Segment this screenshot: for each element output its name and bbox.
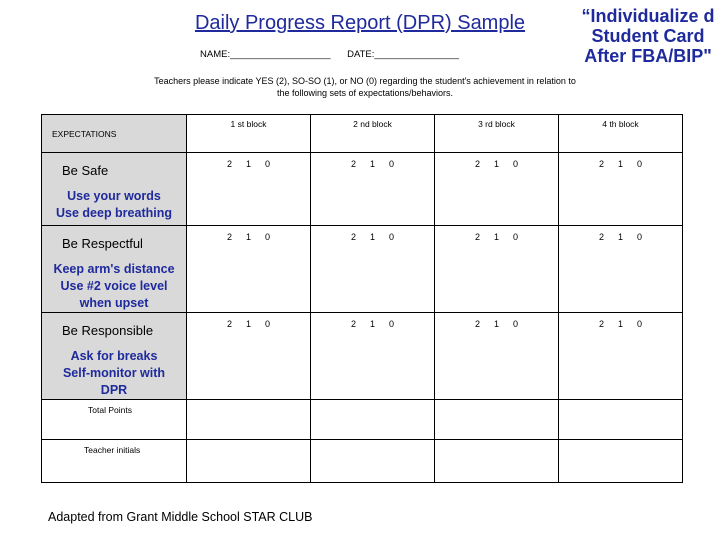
name-field-label: NAME:___________________	[200, 49, 331, 60]
score-cell[interactable]	[187, 313, 311, 400]
score-option[interactable]: 2	[226, 319, 232, 329]
score-cell[interactable]	[311, 226, 435, 313]
subtext-line: Use #2 voice level	[60, 279, 168, 293]
total-points-cell[interactable]	[559, 400, 683, 440]
score-option[interactable]: 1	[617, 232, 623, 242]
score-cell[interactable]	[187, 153, 311, 226]
instructions: Teachers please indicate YES (2), SO-SO (1), or NO (0) regarding the student's achievement in relation to the following sets of expectations/behaviors.	[154, 76, 576, 98]
block-label: 3 rd block	[478, 119, 515, 129]
score-option[interactable]: 1	[493, 319, 499, 329]
page-title: Daily Progress Report (DPR) Sample	[194, 12, 526, 34]
block-label: 4 th block	[602, 119, 639, 129]
score-cell[interactable]	[311, 313, 435, 400]
subtext-line: Ask for breaks	[70, 349, 158, 363]
score-option[interactable]: 1	[369, 232, 375, 242]
dpr-table	[41, 114, 683, 483]
score-option[interactable]: 2	[598, 159, 604, 169]
score-option[interactable]: 0	[637, 319, 643, 329]
subtext-line: when upset	[79, 296, 149, 310]
score-option[interactable]: 2	[350, 232, 356, 242]
score-option[interactable]: 1	[245, 159, 251, 169]
block-header-1	[187, 115, 311, 153]
total-points-row	[42, 400, 683, 440]
expectation-cell	[42, 226, 187, 313]
score-option[interactable]: 0	[389, 159, 395, 169]
total-points-label-cell	[42, 400, 187, 440]
score-option[interactable]: 0	[513, 319, 519, 329]
expectation-cell	[42, 153, 187, 226]
expectation-title: Be Responsible	[62, 323, 154, 338]
header-row	[42, 115, 683, 153]
side-note: “Individualize d Student Card After FBA/BIP"	[581, 6, 715, 66]
expectations-header-cell	[42, 115, 187, 153]
total-points-cell[interactable]	[435, 400, 559, 440]
teacher-initials-cell[interactable]	[311, 440, 435, 483]
name-date-line	[200, 49, 540, 60]
score-option[interactable]: 2	[598, 319, 604, 329]
score-option[interactable]: 2	[474, 319, 480, 329]
total-points-cell[interactable]	[187, 400, 311, 440]
expectation-subtext	[42, 348, 186, 399]
score-cell[interactable]	[311, 153, 435, 226]
score-option[interactable]: 2	[474, 159, 480, 169]
score-option[interactable]: 1	[369, 159, 375, 169]
score-option[interactable]: 1	[617, 159, 623, 169]
score-cell[interactable]	[187, 226, 311, 313]
score-option[interactable]: 0	[513, 159, 519, 169]
teacher-initials-label: Teacher initials	[84, 445, 141, 455]
score-option[interactable]: 2	[350, 319, 356, 329]
expectation-cell	[42, 313, 187, 400]
teacher-initials-cell[interactable]	[435, 440, 559, 483]
score-option[interactable]: 2	[226, 232, 232, 242]
score-option[interactable]: 1	[369, 319, 375, 329]
score-option[interactable]: 1	[245, 319, 251, 329]
score-option[interactable]: 0	[265, 232, 271, 242]
score-option[interactable]: 1	[617, 319, 623, 329]
expectation-row-respectful	[42, 226, 683, 313]
score-option[interactable]: 0	[513, 232, 519, 242]
total-points-cell[interactable]	[311, 400, 435, 440]
expectations-header: EXPECTATIONS	[52, 129, 117, 139]
score-option[interactable]: 1	[245, 232, 251, 242]
score-option[interactable]: 2	[226, 159, 232, 169]
subtext-line: Self-monitor with	[62, 366, 166, 380]
total-points-label: Total Points	[88, 405, 132, 415]
score-cell[interactable]	[435, 153, 559, 226]
subtext-line: Keep arm's distance	[53, 262, 175, 276]
subtext-line: Use your words	[67, 189, 161, 203]
score-option[interactable]: 0	[389, 319, 395, 329]
source-credit: Adapted from Grant Middle School STAR CLUB	[48, 510, 313, 524]
score-cell[interactable]	[559, 313, 683, 400]
expectation-row-responsible	[42, 313, 683, 400]
block-header-3	[435, 115, 559, 153]
date-field-label: DATE:________________	[347, 49, 459, 60]
score-option[interactable]: 0	[637, 232, 643, 242]
score-option[interactable]: 0	[265, 159, 271, 169]
score-cell[interactable]	[435, 313, 559, 400]
expectation-title: Be Safe	[62, 163, 109, 178]
expectation-subtext	[42, 261, 186, 312]
score-option[interactable]: 2	[474, 232, 480, 242]
teacher-initials-cell[interactable]	[187, 440, 311, 483]
teacher-initials-label-cell	[42, 440, 187, 483]
teacher-initials-cell[interactable]	[559, 440, 683, 483]
expectation-row-safe	[42, 153, 683, 226]
subtext-line: Use deep breathing	[56, 206, 172, 220]
score-option[interactable]: 0	[265, 319, 271, 329]
score-option[interactable]: 1	[493, 232, 499, 242]
block-label: 2 nd block	[353, 119, 392, 129]
score-cell[interactable]	[559, 153, 683, 226]
block-header-2	[311, 115, 435, 153]
expectation-subtext	[42, 188, 186, 222]
block-header-4	[559, 115, 683, 153]
expectation-title: Be Respectful	[62, 236, 143, 251]
score-option[interactable]: 2	[350, 159, 356, 169]
teacher-initials-row	[42, 440, 683, 483]
subtext-line: DPR	[100, 383, 128, 397]
score-option[interactable]: 0	[389, 232, 395, 242]
block-label: 1 st block	[230, 119, 267, 129]
score-cell[interactable]	[435, 226, 559, 313]
score-option[interactable]: 2	[598, 232, 604, 242]
score-cell[interactable]	[559, 226, 683, 313]
score-option[interactable]: 1	[493, 159, 499, 169]
score-option[interactable]: 0	[637, 159, 643, 169]
